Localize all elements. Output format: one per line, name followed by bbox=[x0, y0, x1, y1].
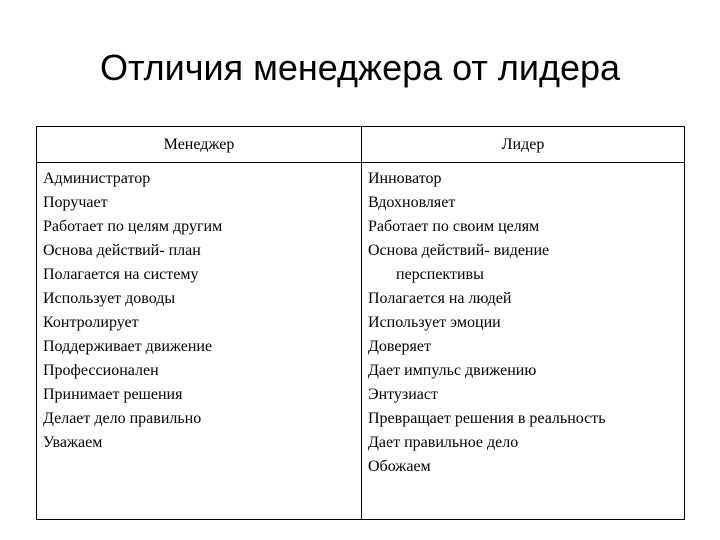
leader-item: Энтузиаст bbox=[368, 386, 438, 403]
leader-item: Дает импульс движению bbox=[368, 362, 537, 379]
manager-item: Профессионален bbox=[43, 362, 159, 379]
table-header-row bbox=[37, 127, 685, 163]
leader-item: Обожаем bbox=[368, 458, 431, 475]
leader-list bbox=[362, 163, 684, 479]
manager-item: Делает дело правильно bbox=[43, 410, 202, 427]
manager-item: Работает по целям другим bbox=[43, 218, 223, 235]
manager-cell bbox=[37, 163, 362, 520]
manager-item: Уважаем bbox=[43, 434, 103, 451]
leader-item: Полагается на людей bbox=[368, 290, 512, 307]
comparison-table bbox=[36, 126, 685, 520]
manager-item: Поручает bbox=[43, 194, 108, 211]
header-leader: Лидер bbox=[362, 127, 685, 163]
manager-item: Полагается на систему bbox=[43, 266, 199, 283]
manager-item: Использует доводы bbox=[43, 290, 176, 307]
leader-item: Превращает решения в реальность bbox=[368, 410, 606, 427]
manager-item: Принимает решения bbox=[43, 386, 183, 403]
manager-item: Контролирует bbox=[43, 314, 139, 331]
leader-item: Работает по своим целям bbox=[368, 218, 540, 235]
leader-item-continuation: перспективы bbox=[396, 266, 484, 283]
leader-item: Дает правильное дело bbox=[368, 434, 519, 451]
leader-item: Инноватор bbox=[368, 170, 442, 187]
leader-item: Вдохновляет bbox=[368, 194, 456, 211]
manager-item: Поддерживает движение bbox=[43, 338, 213, 355]
manager-list bbox=[37, 163, 361, 455]
leader-item: Доверяет bbox=[368, 338, 431, 355]
manager-item: Основа действий- план bbox=[43, 242, 201, 259]
header-manager: Менеджер bbox=[37, 127, 362, 163]
manager-item: Администратор bbox=[43, 170, 151, 187]
table-body-row bbox=[37, 163, 685, 520]
leader-item: Использует эмоции bbox=[368, 314, 501, 331]
leader-item: Основа действий- видение bbox=[368, 242, 550, 259]
slide-title: Отличия менеджера от лидера bbox=[99, 47, 621, 88]
leader-cell bbox=[362, 163, 685, 520]
